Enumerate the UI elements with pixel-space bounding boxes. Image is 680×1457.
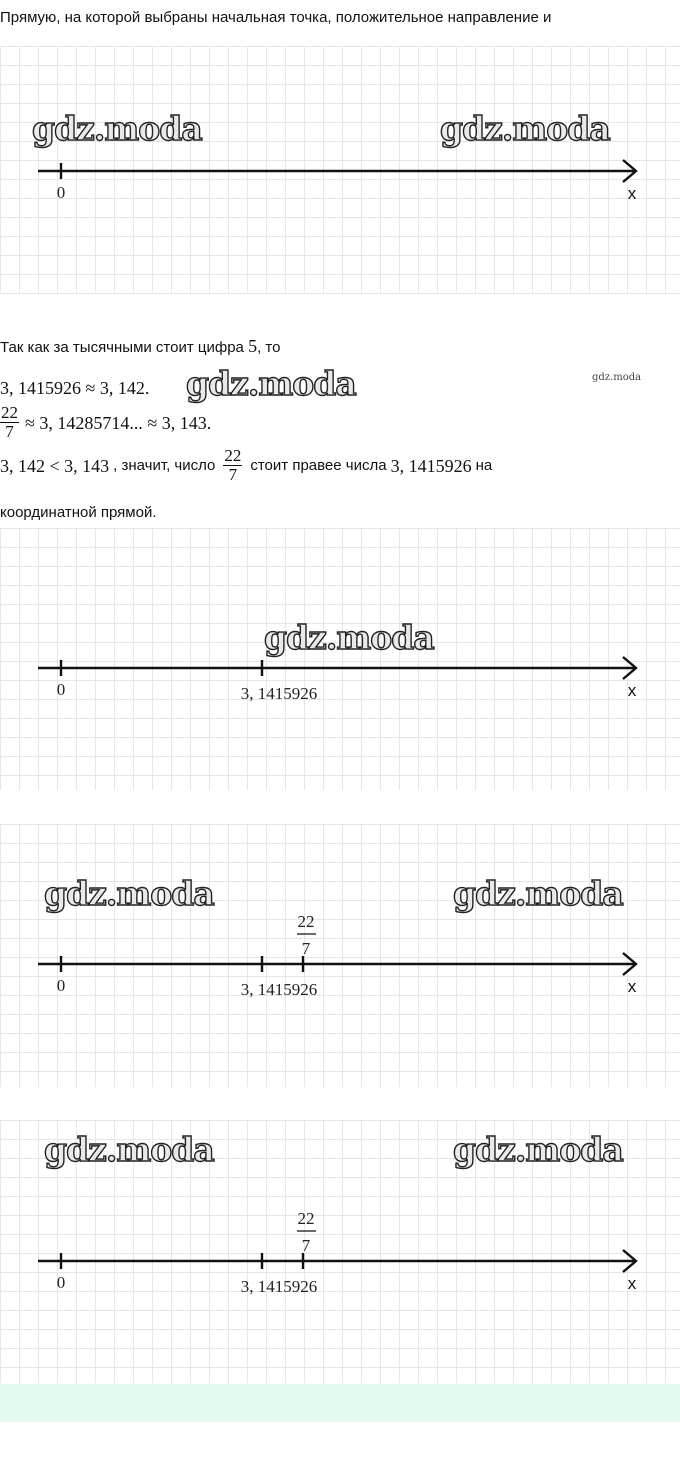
watermark: gdz.moda [44, 874, 214, 913]
text-line-1: Так как за тысячными стоит цифра 5, то [0, 336, 281, 356]
point-a-label: 3, 1415926 [240, 1277, 318, 1296]
watermark: gdz.moda [453, 874, 623, 913]
number-line-panel-1 [0, 46, 680, 294]
watermark: gdz.moda [44, 1130, 214, 1169]
point-b-denominator: 7 [301, 939, 311, 958]
origin-label: 0 [56, 680, 66, 699]
number-line-panel-3 [0, 824, 680, 1087]
watermark: gdz.moda [186, 364, 356, 403]
number-line [0, 46, 680, 294]
text-line-2: 3, 1415926 ≈ 3, 142. [0, 378, 150, 398]
watermark: gdz.moda [32, 109, 202, 148]
x-axis-label: x [627, 1274, 637, 1293]
number-line [0, 528, 680, 790]
number-line [0, 1120, 680, 1383]
number-line [0, 824, 680, 1087]
point-b-numerator: 22 [297, 912, 315, 931]
number-line-panel-2 [0, 528, 680, 790]
intro-text: Прямую, на которой выбраны начальная точка, положительное направление и [0, 9, 552, 26]
x-axis-label: x [627, 184, 637, 203]
x-axis-label: x [627, 681, 637, 700]
watermark: gdz.moda [264, 618, 434, 657]
point-a-label: 3, 1415926 [240, 684, 318, 703]
watermark: gdz.moda [440, 109, 610, 148]
point-b-numerator: 22 [297, 1209, 315, 1228]
fraction-22-7: $\frac{22}{7}$ [1, 403, 18, 441]
number-line-panel-4 [0, 1120, 680, 1383]
origin-label: 0 [56, 183, 66, 202]
x-axis-label: x [627, 977, 637, 996]
text-line-3: $\frac{22}{7}$ ≈ 3, 14285714... ≈ 3, 143. [1, 403, 212, 441]
fraction-22-7: $\frac{22}{7}$ [224, 446, 242, 484]
text-line-5: координатной прямой. [0, 504, 157, 521]
point-a-label: 3, 1415926 [240, 980, 318, 999]
bottom-highlight-bar [0, 1384, 680, 1422]
origin-label: 0 [56, 1273, 66, 1292]
origin-label: 0 [56, 976, 66, 995]
watermark-small: gdz.moda [592, 372, 642, 383]
point-b-denominator: 7 [301, 1236, 311, 1255]
text-line-4: 3, 142 < 3, 143 , значит, число $\frac{22}{7}$ стоит правее числа 3, 1415926 на [0, 446, 493, 484]
watermark: gdz.moda [453, 1130, 623, 1169]
